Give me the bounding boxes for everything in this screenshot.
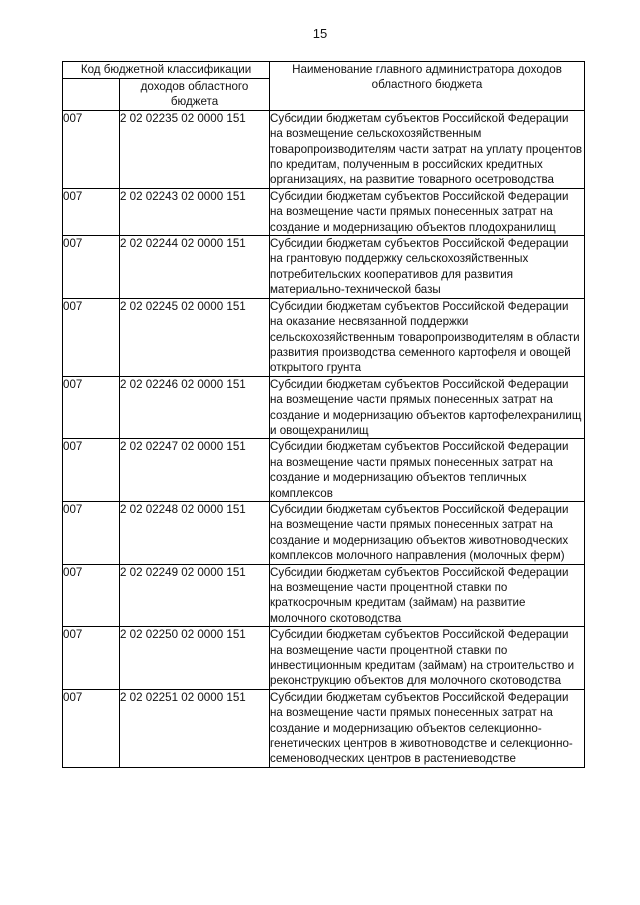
description-cell: Субсидии бюджетам субъектов Российской Федерации на возмещение части прямых понесенных затрат на создание и модернизацию объектов тепличных комплексов — [270, 439, 585, 502]
budget-classification-table — [62, 61, 585, 768]
admin-code-cell: 007 — [63, 188, 120, 235]
income-code-cell: 2 02 02250 02 0000 151 — [120, 627, 270, 690]
description-cell: Субсидии бюджетам субъектов Российской Федерации на возмещение части прямых понесенных затрат на создание и модернизацию объектов плодохранилищ — [270, 188, 585, 235]
income-code-cell: 2 02 02244 02 0000 151 — [120, 236, 270, 299]
table-row — [63, 501, 585, 564]
table-row — [63, 236, 585, 299]
header-administrator-name: Наименование главного администратора доходов областного бюджета — [270, 62, 585, 111]
admin-code-cell: 007 — [63, 376, 120, 439]
table-row — [63, 376, 585, 439]
description-cell: Субсидии бюджетам субъектов Российской Федерации на возмещение части прямых понесенных затрат на создание и модернизацию объектов селекционно-генетических центров в животноводстве и селекционно-семеноводческих центров в растениеводстве — [270, 689, 585, 767]
admin-code-cell: 007 — [63, 110, 120, 188]
description-cell: Субсидии бюджетам субъектов Российской Федерации на возмещение части прямых понесенных затрат на создание и модернизацию объектов картофелехранилищ и овощехранилищ — [270, 376, 585, 439]
admin-code-cell: 007 — [63, 439, 120, 502]
description-cell: Субсидии бюджетам субъектов Российской Федерации на возмещение части прямых понесенных затрат на создание и модернизацию объектов животноводческих комплексов молочного направления (молочных ферм) — [270, 501, 585, 564]
admin-code-cell: 007 — [63, 236, 120, 299]
income-code-cell: 2 02 02246 02 0000 151 — [120, 376, 270, 439]
income-code-cell: 2 02 02251 02 0000 151 — [120, 689, 270, 767]
income-code-cell: 2 02 02235 02 0000 151 — [120, 110, 270, 188]
table-row — [63, 110, 585, 188]
header-regional-budget-income: доходов областного бюджета — [120, 79, 270, 111]
income-code-cell: 2 02 02243 02 0000 151 — [120, 188, 270, 235]
table-row — [63, 298, 585, 376]
admin-code-cell: 007 — [63, 298, 120, 376]
admin-code-cell: 007 — [63, 689, 120, 767]
admin-code-cell: 007 — [63, 627, 120, 690]
header-budget-classification-code: Код бюджетной классификации — [63, 62, 270, 79]
header-empty-cell — [63, 79, 120, 111]
income-code-cell: 2 02 02249 02 0000 151 — [120, 564, 270, 627]
description-cell: Субсидии бюджетам субъектов Российской Федерации на возмещение части процентной ставки по инвестиционным кредитам (займам) на строительство и реконструкцию объектов для молочного скотоводства — [270, 627, 585, 690]
description-cell: Субсидии бюджетам субъектов Российской Федерации на возмещение сельскохозяйственным товаропроизводителям части затрат на уплату процентов по кредитам, полученным в российских кредитных организациях, на развитие товарного осетроводства — [270, 110, 585, 188]
table-row — [63, 564, 585, 627]
table-row — [63, 188, 585, 235]
admin-code-cell: 007 — [63, 501, 120, 564]
table-row — [63, 689, 585, 767]
income-code-cell: 2 02 02248 02 0000 151 — [120, 501, 270, 564]
description-cell: Субсидии бюджетам субъектов Российской Федерации на грантовую поддержку сельскохозяйственных потребительских кооперативов для развития материально-технической базы — [270, 236, 585, 299]
income-code-cell: 2 02 02245 02 0000 151 — [120, 298, 270, 376]
page-number: 15 — [312, 26, 328, 41]
income-code-cell: 2 02 02247 02 0000 151 — [120, 439, 270, 502]
admin-code-cell: 007 — [63, 564, 120, 627]
description-cell: Субсидии бюджетам субъектов Российской Федерации на возмещение части процентной ставки по краткосрочным кредитам (займам) на развитие молочного скотоводства — [270, 564, 585, 627]
table-row — [63, 627, 585, 690]
table-row — [63, 439, 585, 502]
description-cell: Субсидии бюджетам субъектов Российской Федерации на оказание несвязанной поддержки сельскохозяйственным товаропроизводителям в области развития производства семенного картофеля и овощей открытого грунта — [270, 298, 585, 376]
